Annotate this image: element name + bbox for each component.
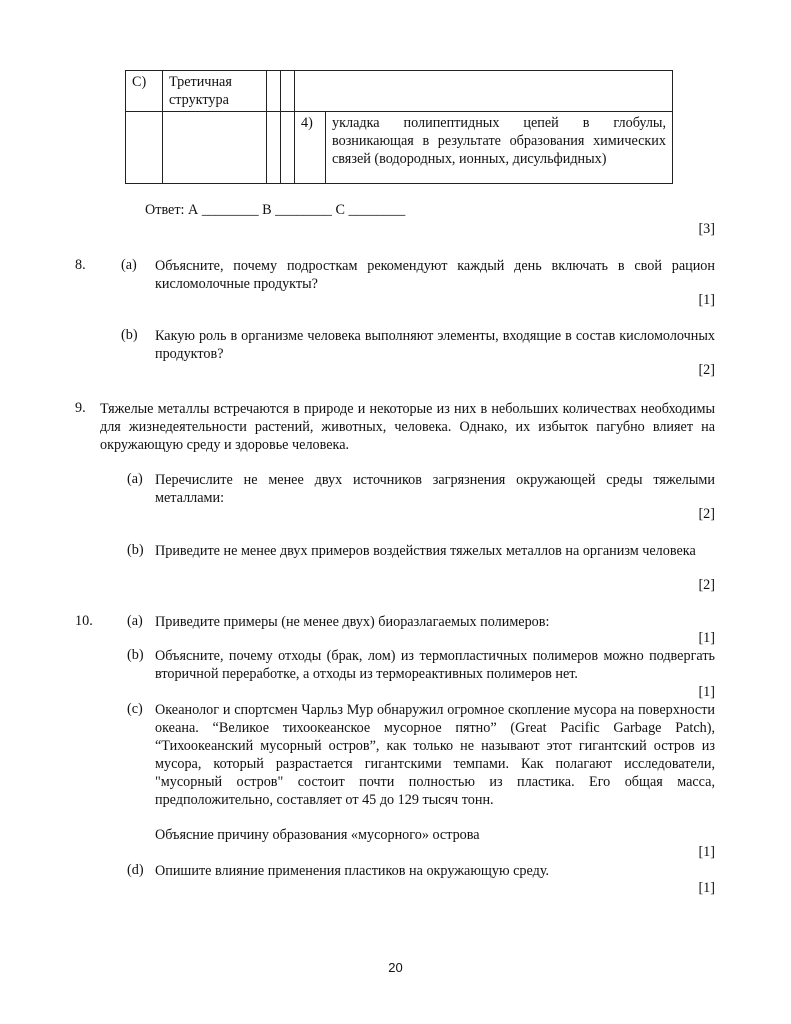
row-term: Третичная структура: [163, 71, 267, 112]
mark-q10c: [1]: [698, 844, 715, 860]
row-num: 4): [295, 112, 326, 184]
table-row: [126, 112, 673, 184]
mark-q8a: [1]: [698, 292, 715, 308]
q8b-label: (b): [121, 327, 138, 343]
matching-table: [125, 70, 673, 184]
q9b-text: Приведите не менее двух примеров воздействия тяжелых металлов на организм человека: [155, 543, 696, 559]
q10b-text: Объясните, почему отходы (брак, лом) из термопластичных полимеров можно подвергать вторичной переработке, а отходы из термореактивных полимеров нет.: [155, 648, 715, 682]
mark-q9b: [2]: [698, 577, 715, 593]
q8b-text: Какую роль в организме человека выполняют элементы, входящие в состав кисломолочных продуктов?: [155, 328, 715, 362]
q10c-label: (c): [127, 701, 143, 717]
q8a-label: (a): [121, 257, 137, 273]
row-term: [163, 112, 267, 184]
row-letter: C): [126, 71, 163, 112]
q10c-task: Объясние причину образования «мусорного» острова: [155, 827, 480, 843]
mark-q8b: [2]: [698, 362, 715, 378]
q9a-label: (a): [127, 471, 143, 487]
table-row: [126, 71, 673, 112]
q10a-text: Приведите примеры (не менее двух) биоразлагаемых полимеров:: [155, 614, 550, 630]
question-number-9: 9.: [75, 400, 86, 416]
mark-q7: [3]: [698, 221, 715, 237]
q10d-text: Опишите влияние применения пластиков на окружающую среду.: [155, 863, 550, 879]
q9-intro: Тяжелые металлы встречаются в природе и некоторые из них в небольших количествах необходимы для жизнедеятельности растений, животных, человека. Однако, их избыток пагубно влияет на окружающую среду и здоровье человека.: [100, 401, 715, 453]
q10d-label: (d): [127, 862, 144, 878]
mark-q9a: [2]: [698, 506, 715, 522]
q10b-label: (b): [127, 647, 144, 663]
q9a-text: Перечислите не менее двух источников загрязнения окружающей среды тяжелыми металлами:: [155, 472, 715, 506]
question-number-8: 8.: [75, 257, 86, 273]
row-letter: [126, 112, 163, 184]
q10c-text: Океанолог и спортсмен Чарльз Мур обнаружил огромное скопление мусора на поверхности океана. “Великое тихоокеанское мусорное пятно” (Great Pacific Garbage Patch), “Тихоокеанский мусорный остров”, как только не называют этот гигантский остров из мусора, который разрастается гигантскими темпами. Как полагают исследователи, "мусорный остров" состоит почти полностью из пластика. Его общая масса, предположительно, составляет от 45 до 129 тысяч тонн.: [155, 702, 715, 808]
row-desc: укладка полипептидных цепей в глобулы, возникающая в результате образования химических связей (водородных, ионных, дисульфидных): [326, 112, 673, 184]
row-desc: [295, 71, 673, 112]
page-number: 20: [388, 960, 403, 975]
question-number-10: 10.: [75, 613, 93, 629]
answer-line: Ответ: А ________ В ________ С ________: [145, 202, 406, 218]
mark-q10a: [1]: [698, 630, 715, 646]
q10a-label: (a): [127, 613, 143, 629]
mark-q10d: [1]: [698, 880, 715, 896]
q9b-label: (b): [127, 542, 144, 558]
mark-q10b: [1]: [698, 684, 715, 700]
q8a-text: Объясните, почему подросткам рекомендуют каждый день включать в свой рацион кисломолочные продукты?: [155, 258, 715, 292]
